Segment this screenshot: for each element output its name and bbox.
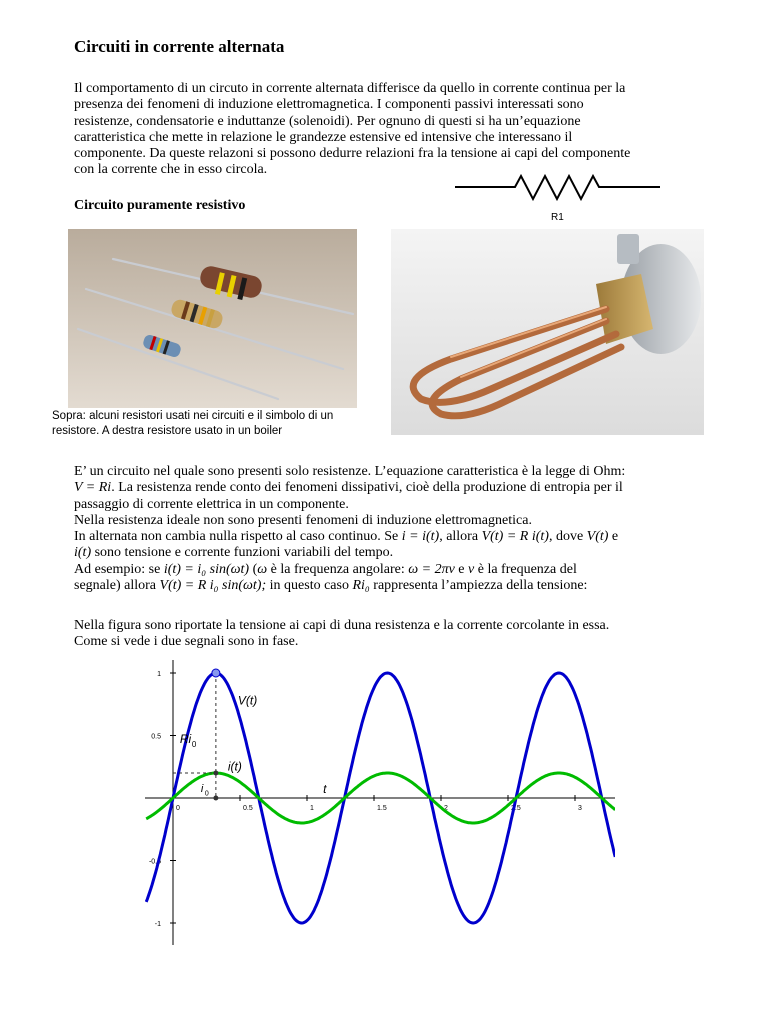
body-line xyxy=(74,562,714,578)
body-text-span: . La resistenza rende conto dei fenomeni dissipativi, cioè della produzione di entropia per il xyxy=(111,480,623,496)
body-line: E’ un circuito nel quale sono presenti solo resistenze. L’equazione caratteristica è la legge di Ohm: xyxy=(74,464,626,479)
t-label: t xyxy=(323,782,327,796)
y-tick-label: -1 xyxy=(154,921,161,928)
math-span: V(t) = R i(t) xyxy=(481,529,549,545)
y-tick-label: -0.5 xyxy=(148,858,161,866)
body-text-span: In alternata non cambia nulla rispetto al caso continuo. Se xyxy=(74,529,402,545)
body-line xyxy=(74,578,714,594)
ohm-law: V = Ri xyxy=(74,480,112,496)
body-line: Nella resistenza ideale non sono presenti fenomeni di induzione elettromagnetica. xyxy=(74,512,532,528)
body-text-span: , allora xyxy=(439,529,482,545)
intro-line: Il comportamento di un circuto in corrente alternata differisce da quello in corrente continua per la xyxy=(74,81,626,96)
math-span: Ri₀ xyxy=(352,578,370,594)
boiler-resistor-photo xyxy=(391,229,704,435)
body-text-span: è la frequenza del xyxy=(474,561,577,577)
page-title: Circuiti in corrente alternata xyxy=(74,37,285,56)
body-text-span: in questo caso xyxy=(266,578,353,594)
i0-point xyxy=(213,771,218,776)
y-tick-label: 1 xyxy=(157,671,161,678)
i0-subscript: 0 xyxy=(204,790,209,798)
intro-line: componente. Da queste relazoni si possono dedurre relazioni fra la tensione ai capi del componente xyxy=(74,146,631,162)
body-text-span: Ad esempio: se xyxy=(74,561,164,577)
x-tick-label: 1.5 xyxy=(377,805,387,812)
body-text-span: è la frequenza angolare: xyxy=(267,561,409,577)
peak-point xyxy=(212,669,220,677)
math-span: ω = 2πν xyxy=(408,561,455,577)
body-text-span: rappresenta l’ampiezza della tensione: xyxy=(369,578,588,594)
i-label: i(t) xyxy=(227,759,242,774)
body-line xyxy=(74,545,714,561)
figure-caption: Sopra: alcuni resistori usati nei circuiti e il simbolo di un resistore. A destra resistore usato in un boiler xyxy=(52,410,334,437)
x-tick-label: 2 xyxy=(444,805,448,812)
x-tick-label: 3 xyxy=(578,805,582,812)
x-tick-label: 0 xyxy=(176,805,180,812)
body-line: passaggio di corrente elettrica in un componente. xyxy=(74,496,349,512)
i0-label: i xyxy=(200,782,204,795)
body-paragraph xyxy=(74,464,714,594)
voltage-current-chart xyxy=(145,660,615,945)
body-text-span: e xyxy=(608,529,619,545)
body-text-span: e xyxy=(454,561,469,577)
v-label: V(t) xyxy=(237,693,258,708)
body-line xyxy=(74,480,714,496)
intro-paragraph xyxy=(74,81,704,179)
figure-intro-paragraph xyxy=(74,618,714,651)
body-text-span: ( xyxy=(249,561,258,577)
intro-line: caratteristica che mette in relazione le grandezze estensive ed intensive che interessano il xyxy=(74,129,573,145)
body-text-span: sono tensione e corrente funzioni variabili del tempo. xyxy=(91,545,394,561)
x-tick-label: 0.5 xyxy=(243,805,253,812)
math-span: i(t) = i₀ sin(ωt) xyxy=(163,561,250,577)
intro-line: con la corrente che in esso circola. xyxy=(74,162,268,178)
x-peak-point xyxy=(213,796,218,801)
math-span: i = i(t) xyxy=(401,529,440,545)
math-span: V(t) = R i₀ sin(ωt); xyxy=(159,578,267,594)
fig-line: Nella figura sono riportate la tensione ai capi di duna resistenza e la corrente corcolante in essa. xyxy=(74,618,610,633)
body-text-span: segnale) allora xyxy=(74,578,160,594)
math-span: ω xyxy=(257,561,268,577)
y-tick-label: 0.5 xyxy=(151,733,161,741)
ri0-label: Ri xyxy=(179,732,192,746)
math-span: i(t) xyxy=(74,545,92,561)
fig-line: Come si vede i due segnali sono in fase. xyxy=(74,634,299,650)
body-line xyxy=(74,529,714,545)
x-tick-label: 1 xyxy=(310,805,314,812)
intro-line: presenza dei fenomeni di induzione elettromagnetica. I componenti passivi interessati sono xyxy=(74,97,584,113)
section-subtitle: Circuito puramente resistivo xyxy=(74,198,246,213)
resistor-symbol xyxy=(455,168,660,226)
resistor-symbol-label: R1 xyxy=(551,212,564,223)
intro-line: resistenze, condensatorie e induttanze (solenoidi). Per ognuno di questi si ha un’equazione xyxy=(74,113,581,129)
math-span: V(t) xyxy=(586,529,609,545)
math-span: ν xyxy=(468,561,475,577)
body-text-span: , dove xyxy=(548,529,587,545)
ri0-subscript: 0 xyxy=(191,739,197,749)
resistors-photo xyxy=(68,229,357,408)
x-tick-label: 2.5 xyxy=(511,805,521,812)
